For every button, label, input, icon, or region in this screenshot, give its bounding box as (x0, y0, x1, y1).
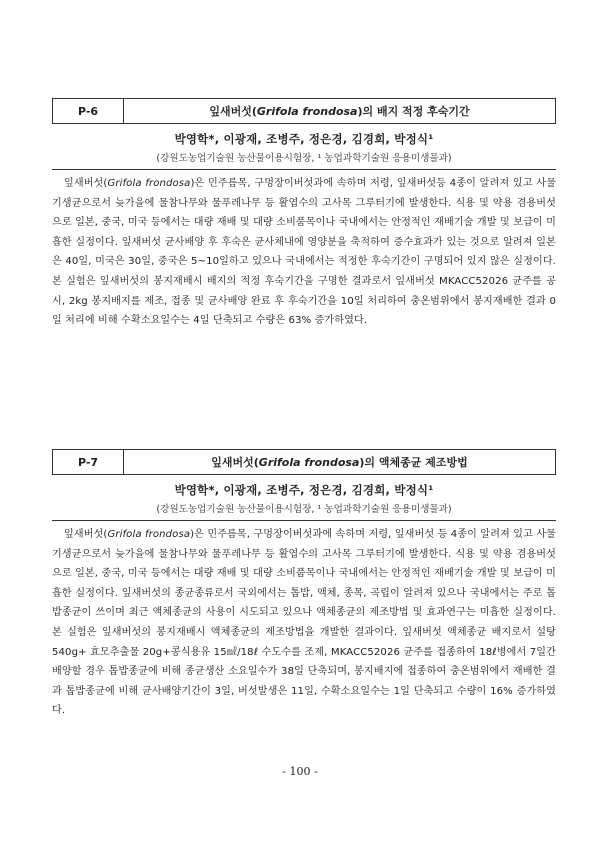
abstract-body (52, 525, 556, 721)
abstract-header (52, 98, 556, 124)
abstract-code: P-6 (53, 99, 124, 123)
abstract-code: P-7 (53, 450, 124, 474)
author-list: 박영학*, 이광재, 조병주, 정은경, 김경희, 박정식¹ (174, 483, 434, 497)
body-species: Grifola frondosa (107, 178, 191, 189)
abstract-title (124, 454, 555, 470)
body-text: )은 민주름목, 구멍장이버섯과에 속하며 저령, 잎새버섯등 4종이 알려져 있고 사물기생균으로서 늦가을에 물참나무와 물푸레나무 등 활엽수의 고사목 그루터기에 발생한다. 식용 및 약용 겸용버섯으로 일본, 중국, 미국 등에서는 대량 재배 및 대량 소비품목이나 국내에서는 안정적인 재배기술 개발 및 보급이 미흡한 실정이다. 잎새버섯 균사배양 후 후숙은 균사체내에 영양분을 축적하여 증수효과가 있는 것으로 알려져 일본은 40일, 미국은 30일, 중국은 5~10일하고 있으나 국내에서는 적정한 후숙기간이 구명되어 있지 않은 실정이다. 본 실험은 잎새버섯의 봉지재배시 배지의 적정 후숙기간을 구명한 결과로서 잎새버섯 MKACC52026 균주를 공시, 2kg 봉지배지를 제조, 접종 및 균사배양 완료 후 후숙기간을 10일 처리하여 충온범위에서 봉지재배한 결과 0일 처리에 비해 수확소요일수는 4일 단축되고 수량은 63% 증가하였다. (52, 178, 556, 327)
title-suffix: )의 배지 적정 후숙기간 (357, 105, 470, 118)
title-species: Grifola frondosa (258, 456, 360, 469)
affiliation: (강원도농업기술원 농산물이용시험장, ¹ 농업과학기술원 응용미생물과) (156, 504, 452, 515)
abstract-p6 (52, 98, 556, 331)
divider (52, 520, 556, 521)
body-prefix: 잎새버섯( (64, 529, 108, 540)
body-text: )은 민주름목, 구멍장이버섯과에 속하며 저령, 잎새버섯 등 4종이 알려져 있고 사물기생균으로서 늦가을에 물참나무와 물푸레나무 등 활엽수의 고사목 그루터기에 발생한다. 식용 및 약용 겸용버섯으로 일본, 중국, 미국 등에서는 대량 재배 및 대량 소비품목이나 국내에서는 안정적인 재배기술 개발 및 보급이 미흡한 실정이다. 잎새버섯의 종균종류로서 국외에서는 톱밥, 액체, 종목, 곡립이 알려져 있으나 국내에서는 주로 톱밥종균이 쓰이며 최근 액체종균의 사용이 시도되고 있으나 액체종균의 제조방법 및 효과연구는 미흡한 실정이다. 본 실험은 잎새버섯의 봉지재배시 액체종균의 제조방법을 개발한 결과이다. 잎새버섯 액체종균 배지로서 설탕 540g+ 효모추출물 20g+콩식용유 15㎖/18ℓ 수도수를 조제, MKACC52026 균주를 접종하여 18ℓ병에서 7일간 배양할 경우 톱밥종균에 비해 종균생산 소요일수가 38일 단축되며, 봉지배지에 접종하여 충온범위에서 재배한 결과 톱밥종균에 비해 균사배양기간이 3일, 버섯발생은 11일, 수확소요일수는 1일 단축되고 수량이 16% 증가하였다. (52, 529, 556, 717)
body-prefix: 잎새버섯( (64, 178, 108, 189)
affiliation: (강원도농업기술원 농산물이용시험장, ¹ 농업과학기술원 응용미생물과) (156, 153, 452, 164)
divider (52, 169, 556, 170)
title-prefix: 잎새버섯( (209, 105, 257, 118)
title-suffix: )의 액체종균 제조방법 (359, 456, 468, 469)
body-species: Grifola frondosa (107, 529, 191, 540)
abstract-body (52, 174, 556, 331)
author-list: 박영학*, 이광재, 조병주, 정은경, 김경희, 박정식¹ (174, 132, 434, 146)
page-number: - 100 - (282, 765, 318, 778)
abstract-header (52, 449, 556, 475)
abstract-p7 (52, 449, 556, 721)
title-prefix: 잎새버섯( (211, 456, 259, 469)
title-species: Grifola frondosa (256, 105, 358, 118)
abstract-title (124, 103, 555, 119)
